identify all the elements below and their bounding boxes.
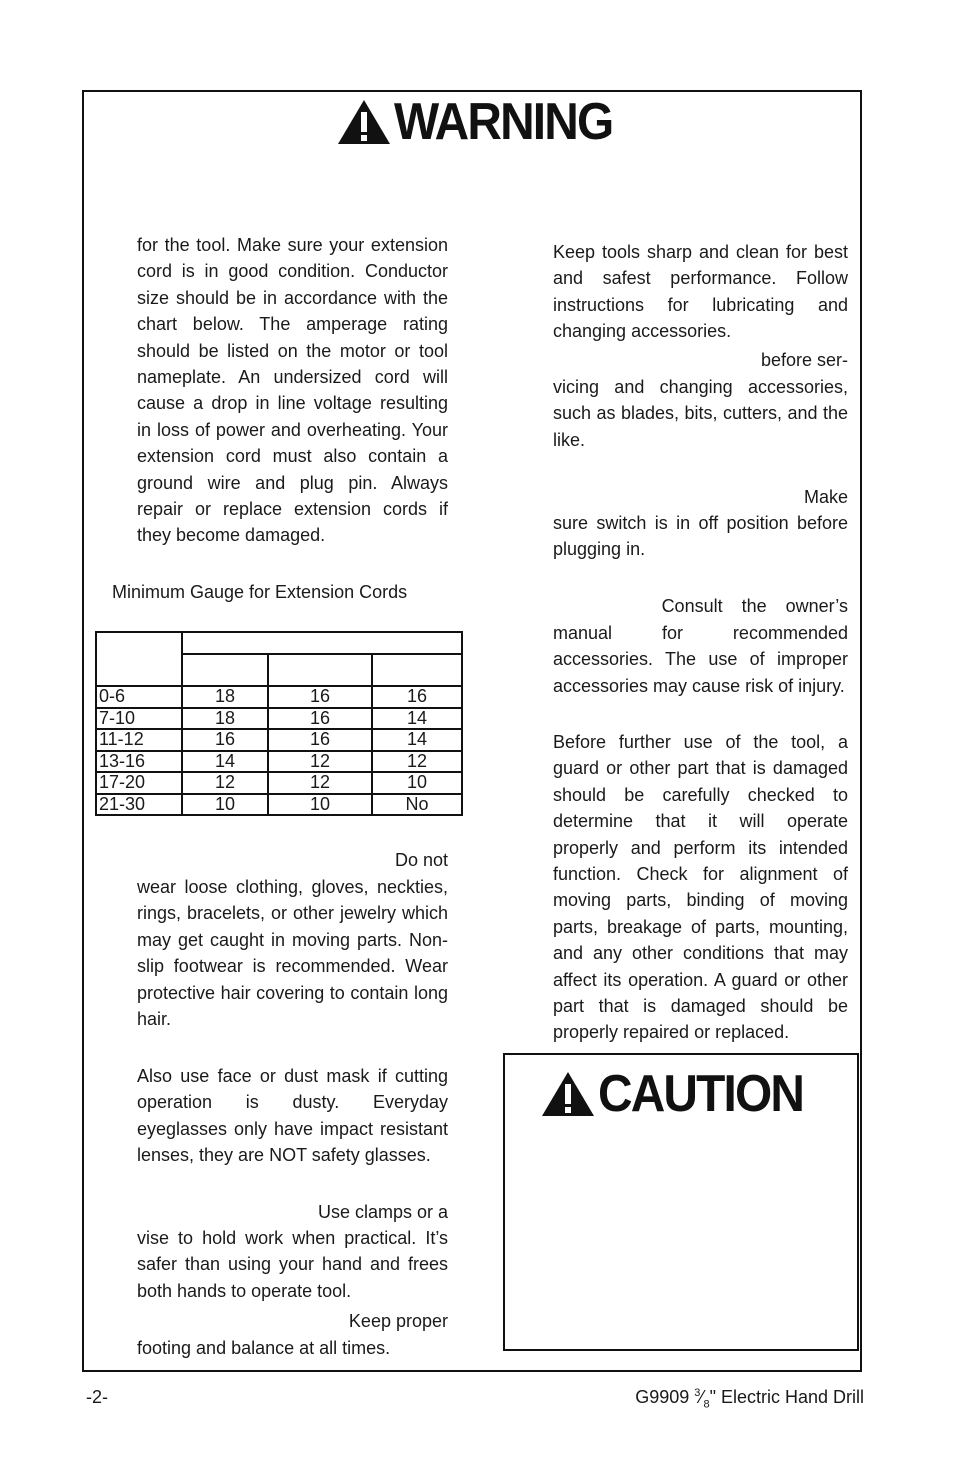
warning-triangle-icon <box>336 98 392 146</box>
table-cell: 16 <box>182 729 268 751</box>
table-row <box>96 794 462 816</box>
gauge-table <box>95 631 463 816</box>
table-header-cell <box>182 632 462 654</box>
switch-lead: Make <box>803 487 848 507</box>
footer-title: G9909 $^3⁄_8$" Electric Hand Drill <box>635 1387 864 1411</box>
fraction-numerator: 3 <box>694 1387 701 1399</box>
table-header-cell <box>268 654 372 686</box>
table-row <box>96 729 462 751</box>
footing-paragraph: footing and balance at all times. <box>137 1338 391 1358</box>
caution-triangle-icon <box>540 1070 596 1118</box>
table-header-cell <box>372 654 462 686</box>
table-cell: 12 <box>268 772 372 794</box>
model-number: G9909 <box>635 1387 690 1407</box>
accessories-paragraph: manual for recommended accessories. The use of improper accessories may cause risk of injury. <box>553 623 848 696</box>
table-row <box>96 772 462 794</box>
table-cell: 16 <box>268 729 372 751</box>
table-cell: 16 <box>372 686 462 708</box>
page-number: -2- <box>86 1387 108 1407</box>
table-row <box>96 686 462 708</box>
extension-cord-paragraph: for the tool. Make sure your extension cord is in good condition. Conductor size should be in accordance with the chart below. The amperage rating should be listed on the motor or tool nameplate. An undersized cord will cause a drop in line voltage resulting in loss of power and overheating. Your extension cord must also contain a ground wire and plug pin. Always repair or replace extension cords if they become damaged. <box>137 235 448 546</box>
table-cell: No <box>372 794 462 816</box>
eye-protection-paragraph: Also use face or dust mask if cutting operation is dusty. Everyday eyeglasses only have impact resistant lenses, they are NOT safety glasses. <box>137 1066 448 1166</box>
table-cell: 18 <box>182 708 268 730</box>
fraction-denominator: 8 <box>703 1398 710 1411</box>
table-cell: 16 <box>268 686 372 708</box>
table-cell: 12 <box>372 751 462 773</box>
clamps-paragraph: vise to hold work when practical. It’s safer than using your hand and frees both hands to operate tool. <box>137 1228 448 1301</box>
table-cell: 12 <box>182 772 268 794</box>
table-cell: 12 <box>268 751 372 773</box>
sharp-tools-paragraph: Keep tools sharp and clean for best and safest performance. Follow instructions for lubricating and changing accessories. <box>553 242 848 342</box>
switch-paragraph: sure switch is in off position before plugging in. <box>553 513 848 560</box>
table-cell: 16 <box>268 708 372 730</box>
warning-title: WARNING <box>394 93 613 151</box>
caution-title: CAUTION <box>598 1065 804 1123</box>
clothing-paragraph: wear loose clothing, gloves, neckties, rings, bracelets, or other jewelry which may get caught in moving parts. Non-slip footwear is recommended. Wear protective hair covering to contain long hair. <box>137 877 448 1030</box>
clamps-lead: Use clamps or a <box>317 1202 448 1222</box>
warning-heading <box>336 92 631 152</box>
table-cell: 14 <box>182 751 268 773</box>
table-cell: 17-20 <box>96 772 182 794</box>
table-cell: 7-10 <box>96 708 182 730</box>
servicing-lead: before ser- <box>760 350 848 370</box>
table-row <box>96 708 462 730</box>
table-cell: 0-6 <box>96 686 182 708</box>
damaged-parts-paragraph: Before further use of the tool, a guard or other part that is damaged should be carefully checked to determine that it will operate properly and perform its intended function. Check for alignment of moving parts, binding of moving parts, breakage of parts, mounting, and any other conditions that may affect its operation. A guard or other part that is damaged should be properly repaired or replaced. <box>553 732 848 1043</box>
footing-lead: Keep proper <box>348 1311 448 1331</box>
caution-heading <box>540 1064 821 1124</box>
table-title: Minimum Gauge for Extension Cords <box>112 582 408 602</box>
table-header-cell <box>182 654 268 686</box>
table-cell: 10 <box>268 794 372 816</box>
product-name: " Electric Hand Drill <box>709 1387 864 1407</box>
table-cell: 21-30 <box>96 794 182 816</box>
accessories-lead: Consult the owner’s <box>661 596 848 616</box>
table-cell: 14 <box>372 708 462 730</box>
table-cell: 14 <box>372 729 462 751</box>
table-header-cell <box>96 632 182 686</box>
clothing-lead: Do not <box>394 850 448 870</box>
table-cell: 18 <box>182 686 268 708</box>
table-cell: 10 <box>182 794 268 816</box>
table-cell: 11-12 <box>96 729 182 751</box>
servicing-paragraph: vicing and changing accessories, such as blades, bits, cutters, and the like. <box>553 377 848 450</box>
table-row <box>96 751 462 773</box>
table-cell: 10 <box>372 772 462 794</box>
table-cell: 13-16 <box>96 751 182 773</box>
